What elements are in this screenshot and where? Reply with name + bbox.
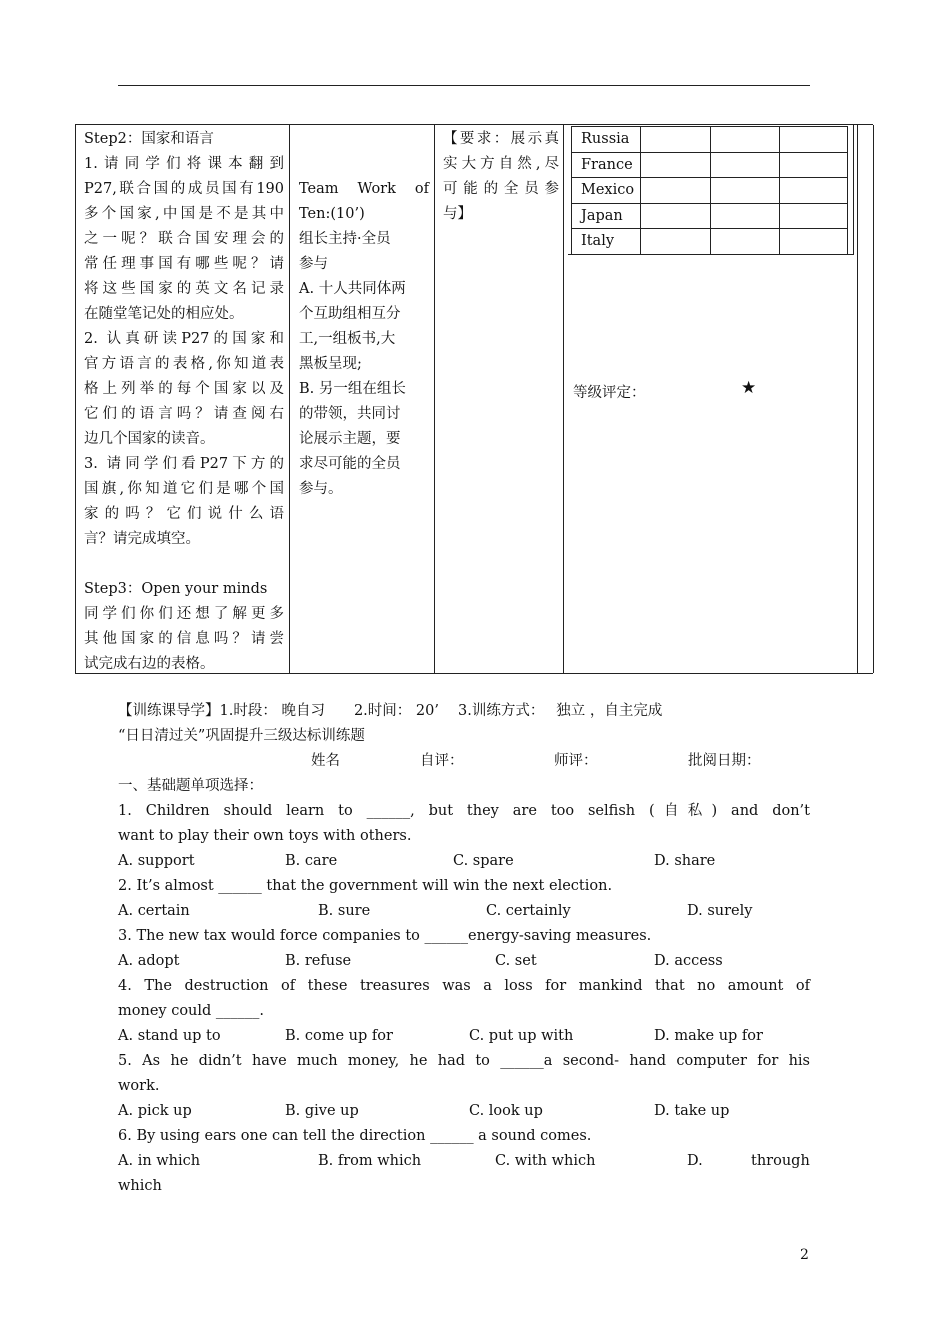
teacher-eval-field: 师评：	[554, 753, 598, 769]
table-row	[572, 127, 848, 153]
table-row	[572, 152, 848, 178]
text-line: 之一呢？联合国安理会的	[84, 231, 284, 247]
question-text: want to play their own toys with others.	[118, 828, 412, 844]
section-row	[118, 774, 810, 799]
teamwork-text	[299, 177, 429, 502]
option[interactable]: D. access	[654, 953, 723, 969]
steps-text	[84, 127, 284, 677]
languages-column	[564, 125, 858, 673]
page-number: 2	[800, 1247, 809, 1263]
requirements-column	[435, 125, 564, 673]
text-line: 多个国家,中国是不是其中	[84, 206, 284, 222]
option[interactable]: B. give up	[285, 1103, 359, 1119]
question-text: money could ______.	[118, 1003, 265, 1019]
option[interactable]: B. from which	[318, 1153, 422, 1169]
blank-cell[interactable]	[779, 229, 847, 255]
option[interactable]: through	[751, 1153, 810, 1169]
text-line: 它们的语言吗？请查阅右	[84, 406, 284, 422]
blank-cell[interactable]	[710, 127, 779, 153]
question-text: 5. As he didn’t have much money, he had to ______a second- hand computer for his	[118, 1053, 810, 1069]
text-line: 在随堂笔记处的相应处。	[84, 306, 244, 322]
blank-cell[interactable]	[641, 152, 710, 178]
text-line: 格上列举的每个国家以及	[84, 381, 284, 397]
question-text: 1. Children should learn to ______, but they are too selfish (自私) and don’t	[118, 803, 810, 819]
country-cell: Italy	[572, 229, 641, 255]
text-line: 的带领，共同讨	[299, 406, 401, 422]
options-row	[118, 1149, 810, 1174]
blank-cell[interactable]	[710, 152, 779, 178]
requirements-text	[443, 127, 559, 227]
text-line: B. 另一组在组长	[299, 381, 406, 397]
blank-cell[interactable]	[779, 203, 847, 229]
country-cell: Japan	[572, 203, 641, 229]
text-line: 组长主持·全员	[299, 231, 391, 247]
question-text: 6. By using ears one can tell the direction ______ a sound comes.	[118, 1128, 592, 1144]
training-subtitle: “日日清过关”巩固提升三级达标训练题	[118, 728, 365, 744]
training-header-row	[118, 699, 810, 724]
text-line: 参与	[299, 256, 328, 272]
text-line: 参与。	[299, 481, 343, 497]
text-line: 求尽可能的全员	[299, 456, 401, 472]
section-title: 一、基础题单项选择：	[118, 778, 263, 794]
option[interactable]: C. spare	[453, 853, 514, 869]
text-line: 实大方自然,尽	[443, 156, 559, 172]
lesson-table	[75, 124, 873, 674]
blank-cell[interactable]	[641, 203, 710, 229]
language-table	[571, 126, 848, 255]
text-line: 2. 认真研读P27的国家和	[84, 331, 284, 347]
country-cell: Russia	[572, 127, 641, 153]
text-line: Team Work of	[299, 181, 429, 197]
text-line: 与】	[443, 206, 472, 222]
option[interactable]: A. stand up to	[118, 1028, 221, 1044]
subtitle-row	[118, 724, 810, 749]
option[interactable]: D. surely	[687, 903, 753, 919]
date-field: 批阅日期：	[688, 753, 761, 769]
header-rule	[118, 85, 810, 86]
options-row	[118, 949, 810, 974]
fields-row	[118, 749, 810, 774]
option[interactable]: A. pick up	[118, 1103, 192, 1119]
text-line: 同学们你们还想了解更多	[84, 606, 284, 622]
text-line: 1.请同学们将课本翻到	[84, 156, 284, 172]
option[interactable]: B. come up for	[285, 1028, 393, 1044]
table-row	[572, 203, 848, 229]
table-row	[572, 178, 848, 204]
option[interactable]: B. refuse	[285, 953, 352, 969]
teamwork-column	[290, 125, 435, 673]
question-text: work.	[118, 1078, 160, 1094]
question-text: which	[118, 1178, 162, 1194]
option[interactable]: D.	[687, 1153, 703, 1169]
option[interactable]: D. take up	[654, 1103, 730, 1119]
option[interactable]: C. set	[495, 953, 537, 969]
text-line: A. 十人共同体两	[299, 281, 406, 297]
option[interactable]: C. with which	[495, 1153, 596, 1169]
text-line: 工,一组板书,大	[299, 331, 396, 347]
blank-cell[interactable]	[779, 178, 847, 204]
options-row	[118, 1024, 810, 1049]
option[interactable]: A. certain	[118, 903, 190, 919]
text-line: 黑板呈现;	[299, 356, 362, 372]
name-field: 姓名	[311, 753, 340, 769]
self-eval-field: 自评：	[420, 753, 464, 769]
option[interactable]: A. support	[118, 853, 195, 869]
text-line: 官方语言的表格,你知道表	[84, 356, 284, 372]
text-line: 【要求：展示真	[443, 131, 559, 147]
option[interactable]: D. make up for	[654, 1028, 763, 1044]
text-line: P27,联合国的成员国有190	[84, 181, 284, 197]
options-row	[118, 849, 810, 874]
steps-column	[76, 125, 290, 673]
star-icon: ★	[741, 378, 757, 398]
option[interactable]: B. care	[285, 853, 338, 869]
text-line: 个互助组相互分	[299, 306, 401, 322]
training-header: 【训练课导学】1.时段： 晚自习 2.时间： 20’ 3.训练方式： 独立 ，自主完成	[118, 703, 663, 719]
text-line: Step2：国家和语言	[84, 131, 214, 147]
blank-cell[interactable]	[641, 178, 710, 204]
option[interactable]: A. adopt	[118, 953, 180, 969]
text-line: 言？请完成填空。	[84, 531, 200, 547]
options-row	[118, 899, 810, 924]
blank-cell[interactable]	[641, 229, 710, 255]
option[interactable]: B. sure	[318, 903, 371, 919]
question-text: 4. The destruction of these treasures was a loss for mankind that no amount of	[118, 978, 810, 994]
text-line: 可能的全员参	[443, 181, 559, 197]
text-line: 论展示主题，要	[299, 431, 401, 447]
table-row	[572, 229, 848, 255]
blank-line	[84, 552, 284, 577]
text-line: 国旗,你知道它们是哪个国	[84, 481, 284, 497]
blank-cell[interactable]	[779, 127, 847, 153]
grade-label: 等级评定：	[573, 385, 646, 401]
text-line: 其他国家的信息吗？请尝	[84, 631, 284, 647]
text-line: 家的吗？它们说什么语	[84, 506, 284, 522]
training-section	[118, 699, 810, 1199]
option[interactable]: C. certainly	[486, 903, 571, 919]
text-line: Step3：Open your minds	[84, 581, 268, 597]
text-line: 将这些国家的英文名记录	[84, 281, 284, 297]
blank-cell[interactable]	[710, 203, 779, 229]
option[interactable]: D. share	[654, 853, 716, 869]
narrow-column	[858, 125, 874, 673]
country-cell: Mexico	[572, 178, 641, 204]
blank-cell[interactable]	[710, 229, 779, 255]
text-line: 边几个国家的读音。	[84, 431, 215, 447]
text-line: Ten:(10’)	[299, 206, 365, 222]
text-line: 试完成右边的表格。	[84, 656, 215, 672]
question-text: 3. The new tax would force companies to ______energy-saving measures.	[118, 928, 652, 944]
blank-cell[interactable]	[641, 127, 710, 153]
text-line: 常任理事国有哪些呢？请	[84, 256, 284, 272]
option[interactable]: A. in which	[118, 1153, 201, 1169]
country-cell: France	[572, 152, 641, 178]
blank-cell[interactable]	[710, 178, 779, 204]
option[interactable]: C. look up	[469, 1103, 543, 1119]
blank-cell[interactable]	[779, 152, 847, 178]
options-row	[118, 1099, 810, 1124]
question-text: 2. It’s almost ______ that the government will win the next election.	[118, 878, 613, 894]
text-line: 3. 请同学们看P27下方的	[84, 456, 284, 472]
option[interactable]: C. put up with	[469, 1028, 574, 1044]
